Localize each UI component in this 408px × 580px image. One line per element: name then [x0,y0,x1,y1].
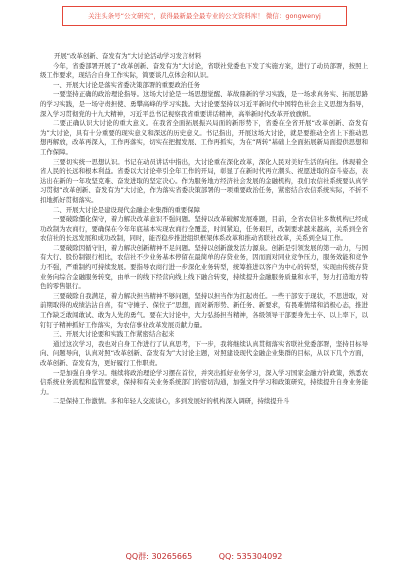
section-heading: 二、开展大讨论是建设现代金融企业集群的重要保障 [53,205,200,214]
paragraph-list [40,62,368,407]
paragraph: 一要坚持正确的政治理论指导。这场大讨论是一场思想觉醒、革故鼎新的学习实践，是一场求真务实、拓展思路的学习实践，是一场守责担使、勇攀高峰的学习实践。大讨论要坚持以习近平新时代中国特色社会主义思想为指导，深入学习贯彻党的十九大精神，习近平总书记视察我省重要讲话精神，高举新时代改革开放旗帜。 [40,90,368,118]
paragraph: 三要切实统一思想认识。书记在动员讲话中指出，大讨论重在深化改革，深化人民对美好生活的向往。体现着全省人民的长远和根本利益。省委以大讨论牵引全年工作的开局，彰显了在新时代再立潮头、祝愿进取的奋斗姿态，表达出在新的一年攻坚克难、奋发进取的坚定决心。作为服务地方经济社会发展的金融机构，我们农信社系统要认真学习贯彻“改革创新、奋发有为”大讨论，作为落实省委决策部署的一项重要政治任务，紧密结合农信系统实际，不折不扣地抓好贯彻落实。 [40,157,368,204]
paragraph: 二要破除因循守旧，着力解决创新精神不足问题。坚持以创新激发活力源泉。创新是引领发展的第一动力，与国有大行、股份制银行相比，农信社不少业务基本停留在最简单的存贷业务，因而面对同业竞争压力，服务效能和竞争力不强，严重制约可持续发展。要指导农商行进一步深化业务转型，统筹推进以客户为中心的转型，实现由传统存贷业务向综合金融服务转变，由单一的线下经营向线上线下融合转变，持续提升金融服务质量和水平，努力打造地方特色的零售银行。 [40,243,368,291]
document-title: 开展“改革创新、奋发有为”大讨论活动学习发言材料 [54,52,202,60]
qq-text: QQ: 535304092 [218,552,283,561]
qq-group-text: QQ群: 30265665 [125,552,193,561]
paragraph: 二要正确认识大讨论的重大意义。在我省全面拓展振兴局面的新形势下，省委在全省开展“改革创新、奋发有为”大讨论，具有十分重要的现实意义和深远的历史意义。书记指出，开展这场大讨论，就是要推动全省上下推动思想再解放，改革再深入，工作再落实，切实在把握发展、工作再抓实，为在“两转”基础上全面拓展新局面提供思想和工作保障。 [40,119,368,156]
section-heading: 一、开展大讨论是落实省委决策部署的重要政治任务 [53,80,200,89]
footer-contact [0,548,408,566]
document-body [40,52,368,407]
paragraph: 通过这次学习，我也对自身工作进行了认真思考，下一步，我将继续认真贯彻落实省联社党委部署，坚持目标导向、问题导向，认真对照“改革创新、奋发有为”大讨论主题，对照建设现代金融企业集群的目标，从以下几个方面，改革创新、奋发有为，更好履行工作职责。 [40,339,368,367]
paragraph: 今年，省委部署开展了“改革创新、奋发有为”大讨论，省联社党委也下发了实施方案，进行了动员部署，按照上级工作要求，现结合自身工作实际，简要谈几点体会和认识。 [40,61,368,80]
section-heading: 三、开展大讨论要和实践工作紧密结合起来 [53,330,175,339]
promo-banner: 关注头条号“公文研究”，获得最新最全最专业的公文资料库！ 微信：gongwenyj [62,6,347,26]
paragraph: 二是保持工作激情。多和年轻人交流谈心，多到发展好的机构深入调研，持续提升斗 [53,397,290,406]
paragraph: 一要破除僵化保守，着力解决改革意识不强问题。坚持以改革破解发展难题，目前，全省农信社多数机构已经成功改制为农商行，要确保在今年年底基本实现农商行全覆盖，时间紧迫，任务艰巨，改制要求越来越高，关系到全省农信社的长远发展和成功改制，同时，能否稳步推进组织框架体系改革和推动省联社改革，关系到全局工作。 [40,215,368,243]
paragraph: 三要破除自我满足，着力解决担当精神不够问题，坚持以担当作为扛起责任。一些干部安于现状，不思进取，对前期取得的成绩沾沾自喜，有“守摊子、保位子”思想，面对新形势、新任务、新要求，有畏难情绪和消极心态，推进工作缺乏敢闯敢试、敢为人先的勇气。要在大讨论中，大力弘扬担当精神，各级领导干部要身先士卒、以上率下，以钉钉子精神抓好工作落实，为农信事业改革发展贡献力量。 [40,291,368,329]
paragraph: 一是加强自身学习。继续将政治理论学习摆在首位，并突出抓好业务学习，深入学习国家金融方针政策，熟悉农信系统业务流程和监管要求，保持和有关业务系统部门的密切沟通，加强文件学习和政策研究，持续提升自身业务能力。 [40,368,368,396]
